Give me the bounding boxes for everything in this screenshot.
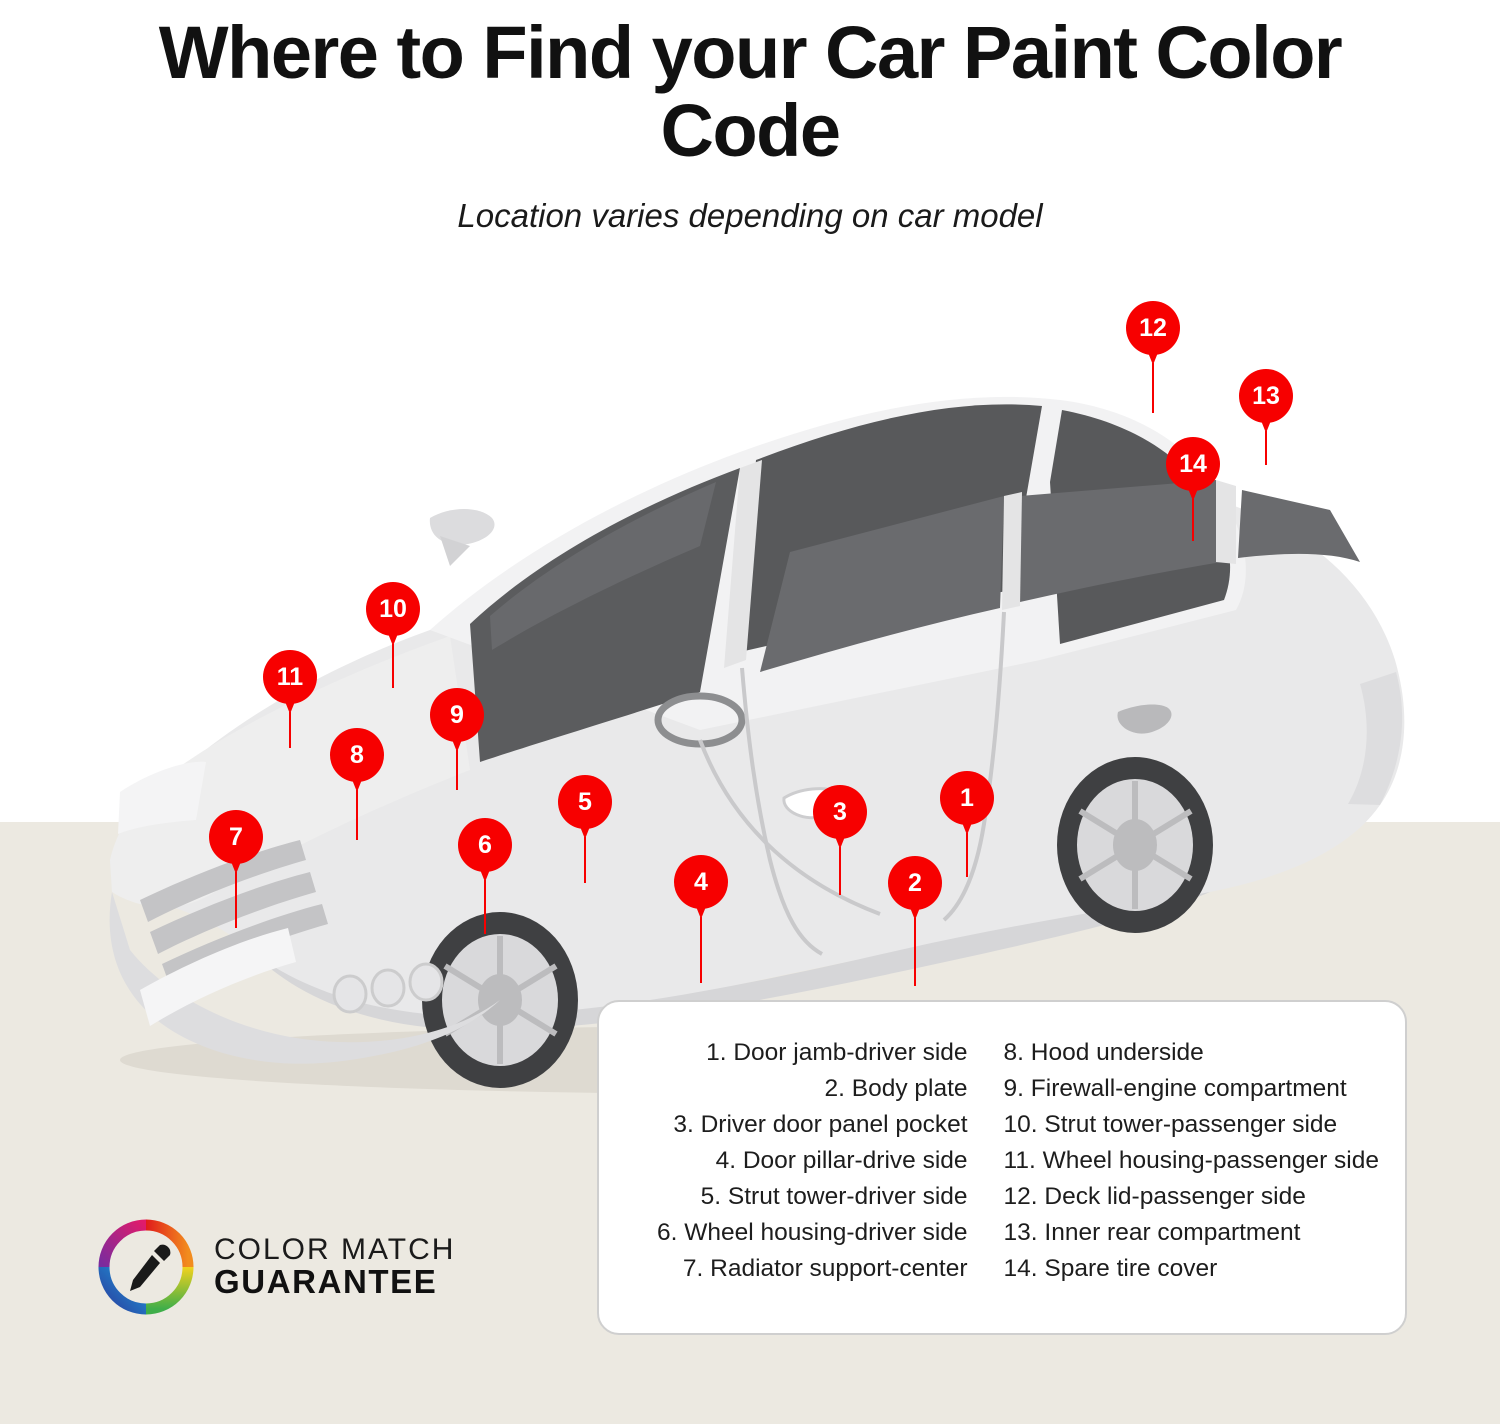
color-wheel-icon (98, 1219, 194, 1315)
map-pin-3[interactable] (813, 785, 867, 855)
legend-item (701, 1180, 968, 1214)
legend-item-label: Door pillar-drive side (742, 1147, 968, 1174)
legend-item (1004, 1180, 1306, 1214)
legend-item (1004, 1252, 1218, 1286)
map-pin-tail (385, 626, 401, 646)
map-pin-label: 4 (674, 855, 728, 909)
legend-item-number: 11. (1003, 1147, 1036, 1174)
header (0, 0, 1500, 235)
map-pin-4[interactable] (674, 855, 728, 925)
legend-item-number: 5. (700, 1183, 722, 1210)
map-pin-12[interactable] (1126, 301, 1180, 371)
map-pin-leader (456, 750, 458, 790)
map-pin-label: 11 (263, 650, 317, 704)
legend-item-label: Body plate (851, 1075, 968, 1102)
map-pin-10[interactable] (366, 582, 420, 652)
legend-item-number: 13. (1003, 1219, 1038, 1246)
map-pin-leader (966, 833, 968, 877)
page-title: Where to Find your Car Paint Color Code (158, 11, 1342, 173)
legend-item-label: Strut tower-passenger side (1044, 1111, 1338, 1138)
legend-item-number: 8. (1003, 1039, 1024, 1066)
map-pin-leader (914, 918, 916, 986)
map-pin-tail (477, 862, 493, 882)
map-pin-tail (1258, 413, 1274, 433)
map-pin-leader (1192, 499, 1194, 541)
legend-item (825, 1072, 968, 1106)
map-pin-1[interactable] (940, 771, 994, 841)
map-pin-tail (349, 772, 365, 792)
map-pin-9[interactable] (430, 688, 484, 758)
map-pin-tail (228, 854, 244, 874)
page-subtitle: Location varies depending on car model (457, 196, 1043, 234)
map-pin-label: 1 (940, 771, 994, 825)
map-pin-tail (282, 694, 298, 714)
legend-item (657, 1216, 968, 1250)
map-pin-label: 8 (330, 728, 384, 782)
map-pin-label: 5 (558, 775, 612, 829)
map-pin-leader (392, 644, 394, 688)
legend-item-label: Spare tire cover (1044, 1255, 1218, 1282)
map-pin-tail (1145, 345, 1161, 365)
legend-item-label: Strut tower-driver side (727, 1183, 968, 1210)
map-pin-leader (1152, 363, 1154, 413)
map-pin-tail (693, 899, 709, 919)
legend-item-label: Hood underside (1030, 1039, 1204, 1066)
map-pin-label: 12 (1126, 301, 1180, 355)
map-pin-leader (1265, 431, 1267, 465)
map-pin-14[interactable] (1166, 437, 1220, 507)
legend-item-number: 7. (682, 1255, 704, 1282)
map-pin-tail (907, 900, 923, 920)
brand-line-2: GUARANTEE (214, 1263, 438, 1301)
legend-item-label: Firewall-engine compartment (1030, 1075, 1347, 1102)
map-pin-8[interactable] (330, 728, 384, 798)
map-pin-leader (584, 837, 586, 883)
legend-item (1004, 1144, 1379, 1178)
map-pin-leader (235, 872, 237, 928)
legend-column-right (986, 1036, 1379, 1313)
legend-item (673, 1108, 967, 1142)
legend-item-label: Deck lid-passenger side (1044, 1183, 1306, 1210)
legend-panel (597, 1000, 1407, 1335)
legend-item-number: 9. (1003, 1075, 1024, 1102)
legend-column-left (625, 1036, 986, 1313)
legend-item-label: Driver door panel pocket (700, 1111, 968, 1138)
map-pin-label: 10 (366, 582, 420, 636)
legend-item (1004, 1072, 1347, 1106)
map-pin-leader (356, 790, 358, 840)
legend-item (706, 1036, 967, 1070)
map-pin-label: 13 (1239, 369, 1293, 423)
legend-item-number: 10. (1003, 1111, 1038, 1138)
map-pin-label: 14 (1166, 437, 1220, 491)
map-pin-tail (832, 829, 848, 849)
map-pin-11[interactable] (263, 650, 317, 720)
rear-wheel (1057, 757, 1213, 933)
map-pin-label: 7 (209, 810, 263, 864)
legend-item-label: Radiator support-center (710, 1255, 968, 1282)
legend-item-number: 14. (1003, 1255, 1038, 1282)
legend-item (683, 1252, 968, 1286)
map-pin-tail (959, 815, 975, 835)
map-pin-tail (577, 819, 593, 839)
map-pin-7[interactable] (209, 810, 263, 880)
map-pin-label: 3 (813, 785, 867, 839)
map-pin-label: 6 (458, 818, 512, 872)
legend-item-label: Inner rear compartment (1044, 1219, 1301, 1246)
map-pin-2[interactable] (888, 856, 942, 926)
map-pin-label: 2 (888, 856, 942, 910)
legend-item-number: 3. (673, 1111, 694, 1138)
map-pin-tail (1185, 481, 1201, 501)
legend-item (1004, 1036, 1204, 1070)
legend-item (716, 1144, 968, 1178)
legend-item (1004, 1216, 1301, 1250)
map-pin-tail (449, 732, 465, 752)
eyedropper-icon (130, 1245, 170, 1291)
legend-item-number: 2. (824, 1075, 845, 1102)
brand-line-1: COLOR MATCH (214, 1232, 456, 1266)
legend-item (1004, 1108, 1338, 1142)
legend-item-number: 4. (715, 1147, 737, 1174)
legend-item-number: 12. (1003, 1183, 1038, 1210)
map-pin-leader (700, 917, 702, 983)
side-mirror (430, 509, 495, 566)
legend-item-label: Door jamb-driver side (733, 1039, 968, 1066)
map-pin-leader (839, 847, 841, 895)
map-pin-5[interactable] (558, 775, 612, 845)
legend-item-number: 6. (657, 1219, 678, 1246)
map-pin-13[interactable] (1239, 369, 1293, 439)
map-pin-6[interactable] (458, 818, 512, 888)
brand-logo (98, 1212, 518, 1322)
legend-item-label: Wheel housing-passenger side (1042, 1147, 1379, 1174)
map-pin-leader (484, 880, 486, 934)
map-pin-label: 9 (430, 688, 484, 742)
legend-item-label: Wheel housing-driver side (684, 1219, 968, 1246)
legend-item-number: 1. (706, 1039, 727, 1066)
map-pin-leader (289, 712, 291, 748)
